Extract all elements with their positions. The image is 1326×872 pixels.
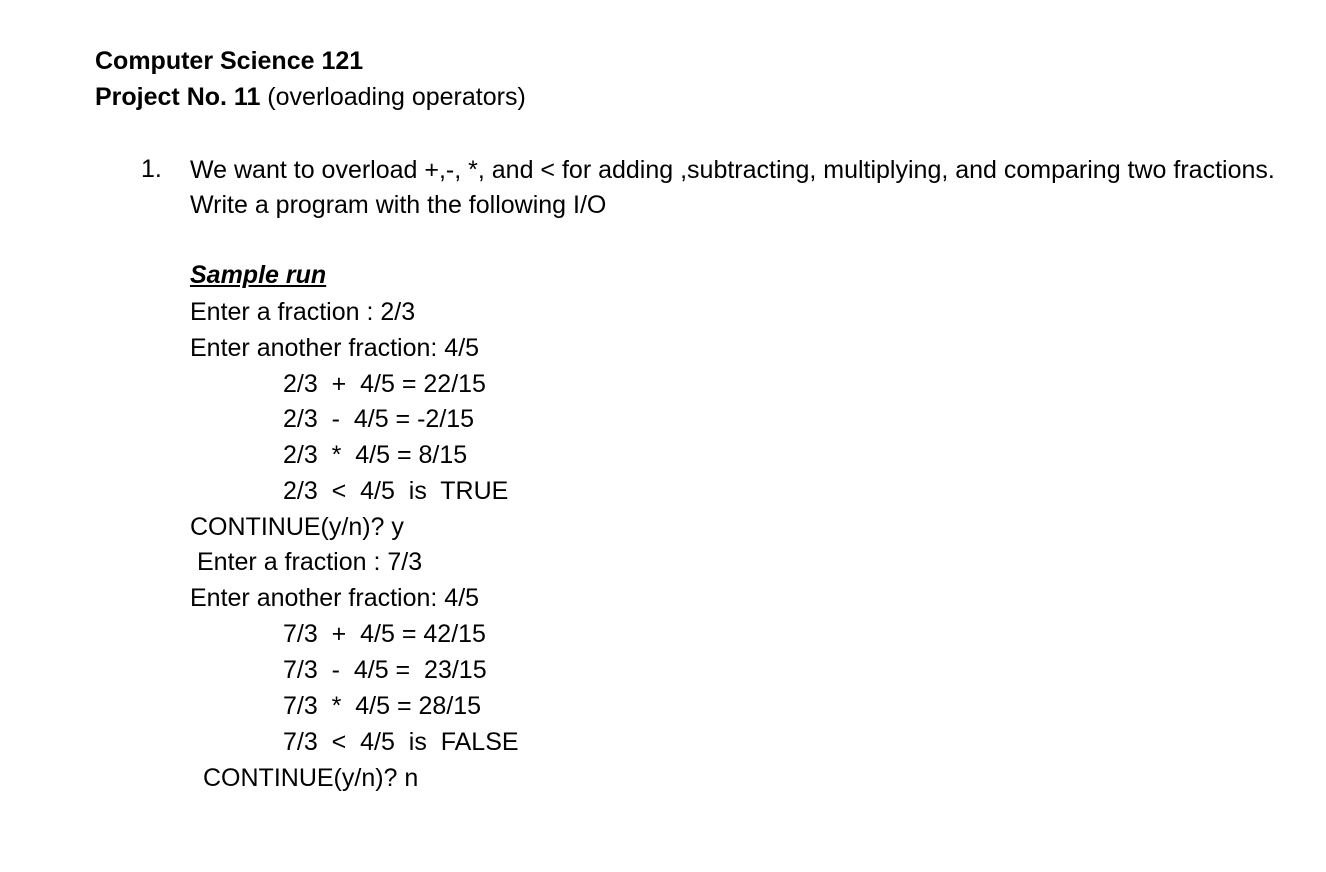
project-title (95, 81, 526, 113)
run-line: 7/3 + 4/5 = 42/15 (283, 620, 486, 648)
run-line: 2/3 * 4/5 = 8/15 (283, 441, 468, 469)
course-title: Computer Science 121 (95, 47, 364, 75)
run-line: Enter another fraction: 4/5 (190, 584, 480, 612)
problem-text: We want to overload +,-, *, and < for adding ,subtracting, multiplying, and comparing two fractions. Write a program with the following I/O (190, 156, 1275, 219)
run-line: CONTINUE(y/n)? y (190, 513, 404, 541)
run-line: 2/3 + 4/5 = 22/15 (283, 370, 486, 398)
project-topic: (overloading operators) (260, 83, 526, 111)
run-line: Enter another fraction: 4/5 (190, 334, 480, 362)
project-label: Project No. 11 (95, 83, 261, 111)
sample-run-title: Sample run (190, 261, 327, 289)
run-line: 2/3 - 4/5 = -2/15 (283, 405, 475, 433)
problem-number: 1. (141, 155, 162, 183)
run-line: 7/3 < 4/5 is FALSE (283, 728, 519, 756)
run-line: Enter a fraction : 2/3 (190, 298, 416, 326)
run-line: 7/3 * 4/5 = 28/15 (283, 692, 482, 720)
run-line: 7/3 - 4/5 = 23/15 (283, 656, 487, 684)
run-line: Enter a fraction : 7/3 (197, 548, 423, 576)
run-line: 2/3 < 4/5 is TRUE (283, 477, 509, 505)
run-line: CONTINUE(y/n)? n (203, 764, 419, 792)
